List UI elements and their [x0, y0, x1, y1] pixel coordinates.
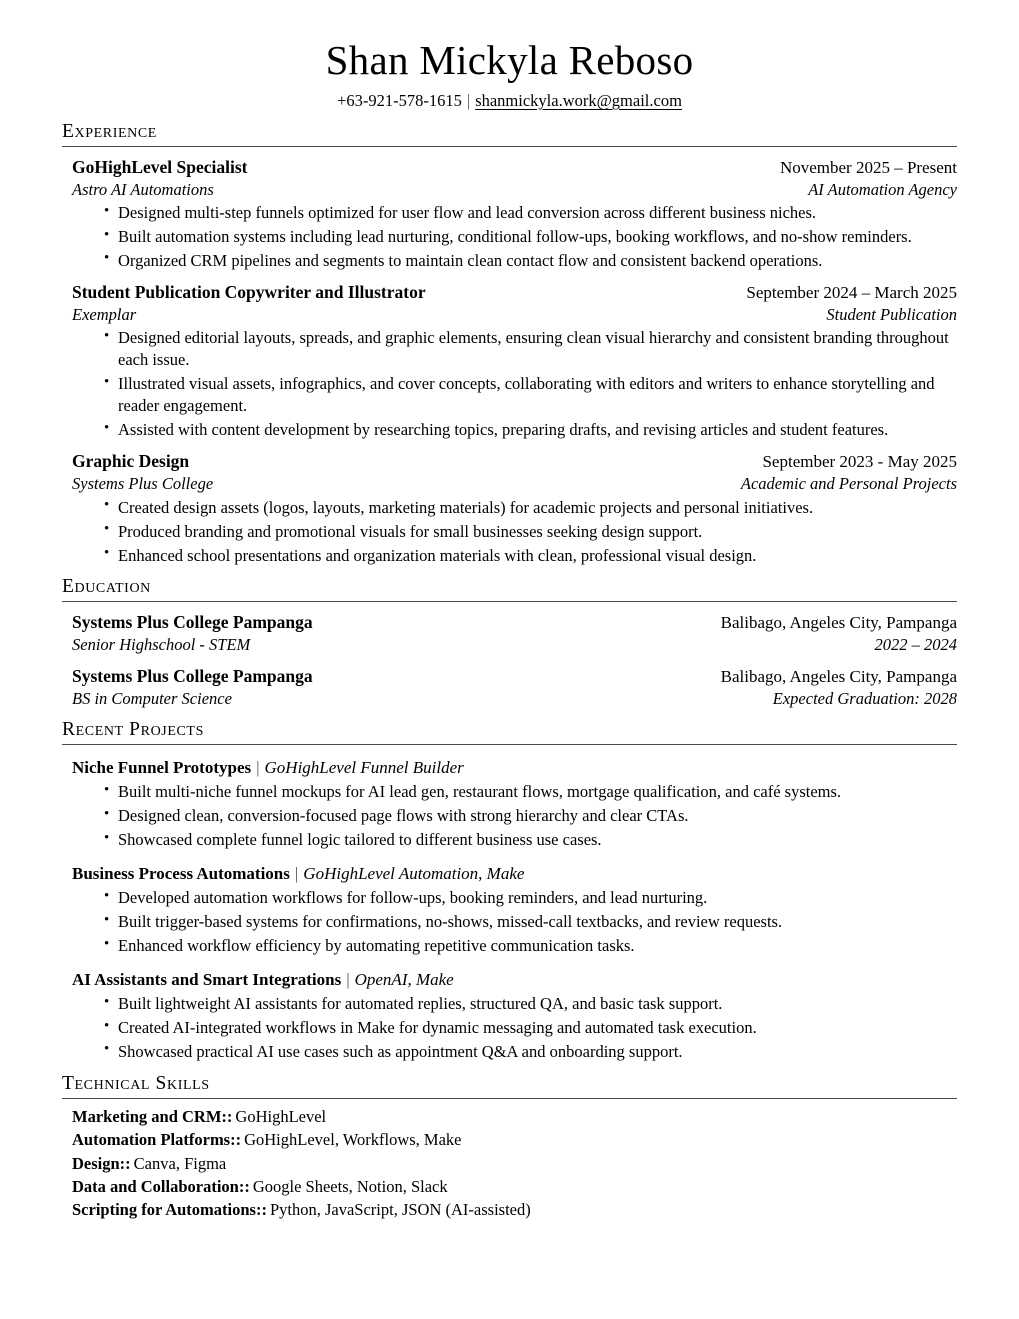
skill-row [72, 1198, 957, 1221]
experience-entry [72, 450, 957, 566]
job-dates: November 2025 – Present [779, 157, 957, 177]
list-item: • Enhanced school presentations and organization materials with clean, professional visual design. [72, 545, 957, 567]
school-name: Systems Plus College Pampanga [72, 612, 313, 633]
list-item: • Showcased practical AI use cases such as appointment Q&A and onboarding support. [72, 1041, 957, 1063]
list-item: • Designed multi-step funnels optimized for user flow and lead conversion across different business niches. [72, 202, 957, 224]
experience-entry [72, 281, 957, 441]
list-item: • Produced branding and promotional visuals for small businesses seeking design support. [72, 521, 957, 543]
section-heading-skills: Technical Skills [62, 1072, 210, 1094]
job-dates: September 2023 - May 2025 [762, 452, 957, 472]
school-location: Balibago, Angeles City, Pampanga [720, 666, 957, 686]
project-tech-stack: GoHighLevel Funnel Builder [264, 758, 464, 778]
skill-category-label: Marketing and CRM:: [72, 1106, 233, 1126]
responsibility-list [72, 202, 957, 272]
section-heading-education: Education [62, 576, 151, 598]
project-separator: | [294, 864, 299, 884]
project-detail-list [72, 781, 957, 851]
list-item: • Illustrated visual assets, infographics, and cover concepts, collaborating with editors and writers to enhance storytelling and reader engagement. [72, 373, 957, 417]
list-item: • Organized CRM pipelines and segments to maintain clean contact flow and consistent backend operations. [72, 250, 957, 272]
skill-row [72, 1128, 957, 1151]
skill-row [72, 1105, 957, 1128]
list-item: • Assisted with content development by researching topics, preparing drafts, and revising articles and student features. [72, 419, 957, 441]
skill-values: Python, JavaScript, JSON (AI-assisted) [269, 1200, 531, 1220]
entry-title-row [72, 156, 957, 179]
skill-row [72, 1152, 957, 1175]
education-entry [72, 611, 957, 656]
entry-org-row [72, 634, 957, 655]
section-heading-projects: Recent Projects [62, 719, 204, 741]
section-divider [62, 601, 957, 602]
skill-category-label: Design:: [72, 1153, 131, 1173]
list-item: • Showcased complete funnel logic tailored to different business use cases. [72, 829, 957, 851]
education-entry [72, 665, 957, 710]
entry-org-row [72, 688, 957, 709]
company-name: Exemplar [72, 304, 137, 324]
entry-title-row [72, 665, 957, 688]
project-title: Niche Funnel Prototypes [72, 758, 252, 778]
project-title: AI Assistants and Smart Integrations [72, 969, 342, 989]
responsibility-list [72, 497, 957, 567]
list-item: • Created AI-integrated workflows in Make for dynamic messaging and automated task execution. [72, 1017, 957, 1039]
section-heading-experience: Experience [62, 120, 157, 142]
company-type: Student Publication [826, 304, 957, 324]
resume-content [62, 0, 957, 1222]
section-divider [62, 1098, 957, 1099]
list-item: • Built trigger-based systems for confirmations, no-shows, missed-call textbacks, and review requests. [72, 911, 957, 933]
degree-name: Senior Highschool - STEM [72, 635, 251, 655]
graduation-info: Expected Graduation: 2028 [772, 688, 957, 708]
skill-row [72, 1175, 957, 1198]
school-location: Balibago, Angeles City, Pampanga [720, 613, 957, 633]
contact-line [62, 91, 957, 111]
skill-values: GoHighLevel [235, 1106, 327, 1126]
job-title: Graphic Design [72, 451, 190, 472]
company-type: AI Automation Agency [808, 179, 957, 199]
experience-entry [72, 156, 957, 272]
company-type: Academic and Personal Projects [740, 474, 957, 494]
skill-category-label: Scripting for Automations:: [72, 1200, 267, 1220]
project-separator: | [346, 969, 350, 989]
list-item: • Developed automation workflows for follow-ups, booking reminders, and lead nurturing. [72, 887, 957, 909]
entry-org-row [72, 304, 957, 325]
entry-title-row [72, 281, 957, 304]
section-experience [62, 121, 957, 567]
project-detail-list [72, 887, 957, 957]
entry-title-row [72, 450, 957, 473]
section-divider [62, 146, 957, 147]
project-separator: | [256, 758, 260, 778]
section-divider [62, 744, 957, 745]
email-link[interactable]: shanmickyla.work@gmail.com [475, 90, 682, 110]
list-item: • Built automation systems including lead nurturing, conditional follow-ups, booking workflows, and no-show reminders. [72, 226, 957, 248]
job-title: Student Publication Copywriter and Illustrator [72, 281, 426, 302]
project-detail-list [72, 993, 957, 1063]
company-name: Systems Plus College [72, 474, 214, 494]
list-item: • Created design assets (logos, layouts, marketing materials) for academic projects and personal initiatives. [72, 497, 957, 519]
skill-values: Google Sheets, Notion, Slack [252, 1176, 448, 1196]
degree-name: BS in Computer Science [72, 688, 232, 708]
section-skills [62, 1073, 957, 1222]
project-title: Business Process Automations [72, 864, 290, 884]
school-name: Systems Plus College Pampanga [72, 665, 313, 686]
list-item: • Enhanced workflow efficiency by automating repetitive communication tasks. [72, 935, 957, 957]
skill-category-label: Automation Platforms:: [72, 1130, 242, 1150]
job-dates: September 2024 – March 2025 [746, 282, 957, 302]
skill-values: GoHighLevel, Workflows, Make [244, 1130, 462, 1150]
skills-list [72, 1105, 957, 1222]
section-education [62, 576, 957, 709]
section-projects [62, 719, 957, 1063]
responsibility-list [72, 327, 957, 441]
project-header [72, 863, 957, 885]
company-name: Astro AI Automations [72, 179, 214, 199]
entry-title-row [72, 611, 957, 634]
project-entry [72, 757, 957, 851]
project-header [72, 969, 957, 991]
skill-category-label: Data and Collaboration:: [72, 1176, 250, 1196]
entry-org-row [72, 473, 957, 494]
list-item: • Built multi-niche funnel mockups for AI lead gen, restaurant flows, mortgage qualification, and café systems. [72, 781, 957, 803]
project-tech-stack: GoHighLevel Automation, Make [303, 864, 525, 884]
project-entry [72, 969, 957, 1063]
project-entry [72, 863, 957, 957]
list-item: • Designed editorial layouts, spreads, and graphic elements, ensuring clean visual hierarchy and consistent branding throughout each issue. [72, 327, 957, 371]
phone-number: +63-921-578-1615 [337, 90, 462, 110]
project-header [72, 757, 957, 779]
skill-values: Canva, Figma [133, 1153, 227, 1173]
job-title: GoHighLevel Specialist [72, 156, 248, 177]
entry-org-row [72, 179, 957, 200]
candidate-name: Shan Mickyla Reboso [325, 37, 694, 83]
resume-header [62, 0, 957, 111]
list-item: • Built lightweight AI assistants for automated replies, structured QA, and basic task support. [72, 993, 957, 1015]
study-years: 2022 – 2024 [874, 635, 957, 655]
contact-separator: | [466, 90, 471, 110]
list-item: • Designed clean, conversion-focused page flows with strong hierarchy and clear CTAs. [72, 805, 957, 827]
project-tech-stack: OpenAI, Make [354, 969, 454, 989]
